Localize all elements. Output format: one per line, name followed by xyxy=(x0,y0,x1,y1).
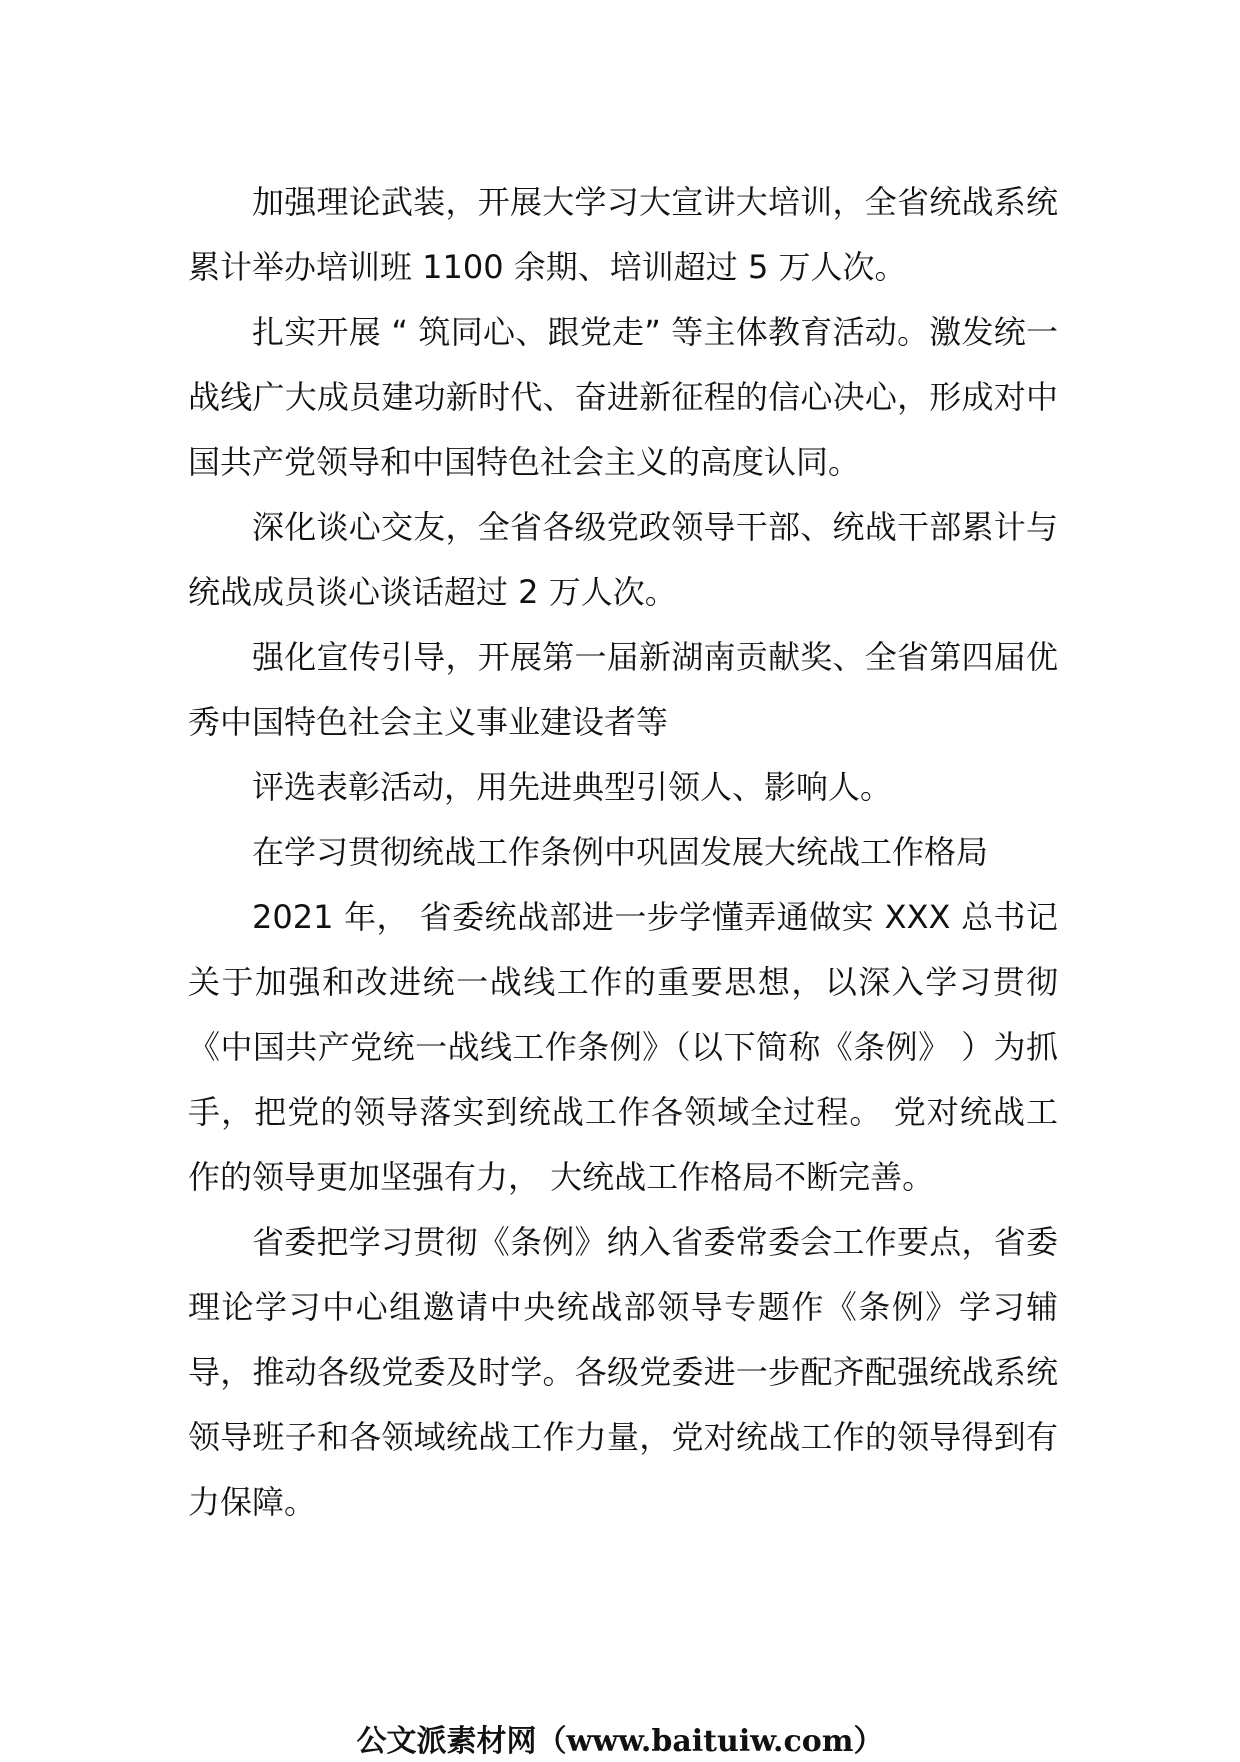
paragraph-8: 省委把学习贯彻《条例》纳入省委常委会工作要点，省委理论学习中心组邀请中央统战部领导专题作《条例》学习辅导，推动各级党委及时学。各级党委进一步配齐配强统战系统领导班子和各领域统战工作力量，党对统战工作的领导得到有力保障。 xyxy=(188,1223,1058,1521)
paragraph-4: 强化宣传引导，开展第一届新湖南贡献奖、全省第四届优秀中国特色社会主义事业建设者等 xyxy=(188,638,1058,741)
paragraph-1: 加强理论武装，开展大学习大宣讲大培训，全省统战系统累计举办培训班 1100 余期、培训超过 5 万人次。 xyxy=(188,183,1058,286)
document-body xyxy=(188,170,1058,1535)
paragraph-7: 2021 年， 省委统战部进一步学懂弄通做实 XXX 总书记关于加强和改进统一战线工作的重要思想，以深入学习贯彻《中国共产党统一战线工作条例》（以下简称《条例》 ）为抓手，把党的领导落实到统战工作各领域全过程。 党对统战工作的领导更加坚强有力， 大统战工作格局不断完善。 xyxy=(188,898,1058,1196)
paragraph-6: 在学习贯彻统战工作条例中巩固发展大统战工作格局 xyxy=(252,833,989,871)
paragraph-3: 深化谈心交友，全省各级党政领导干部、统战干部累计与统战成员谈心谈话超过 2 万人次。 xyxy=(188,508,1058,611)
footer-watermark: 公文派素材网（www.baituiw.com） xyxy=(356,1724,884,1759)
paragraph-2: 扎实开展 “ 筑同心、跟党走” 等主体教育活动。激发统一战线广大成员建功新时代、奋进新征程的信心决心，形成对中国共产党领导和中国特色社会主义的高度认同。 xyxy=(188,313,1058,481)
paragraph-5: 评选表彰活动，用先进典型引领人、影响人。 xyxy=(252,768,893,806)
